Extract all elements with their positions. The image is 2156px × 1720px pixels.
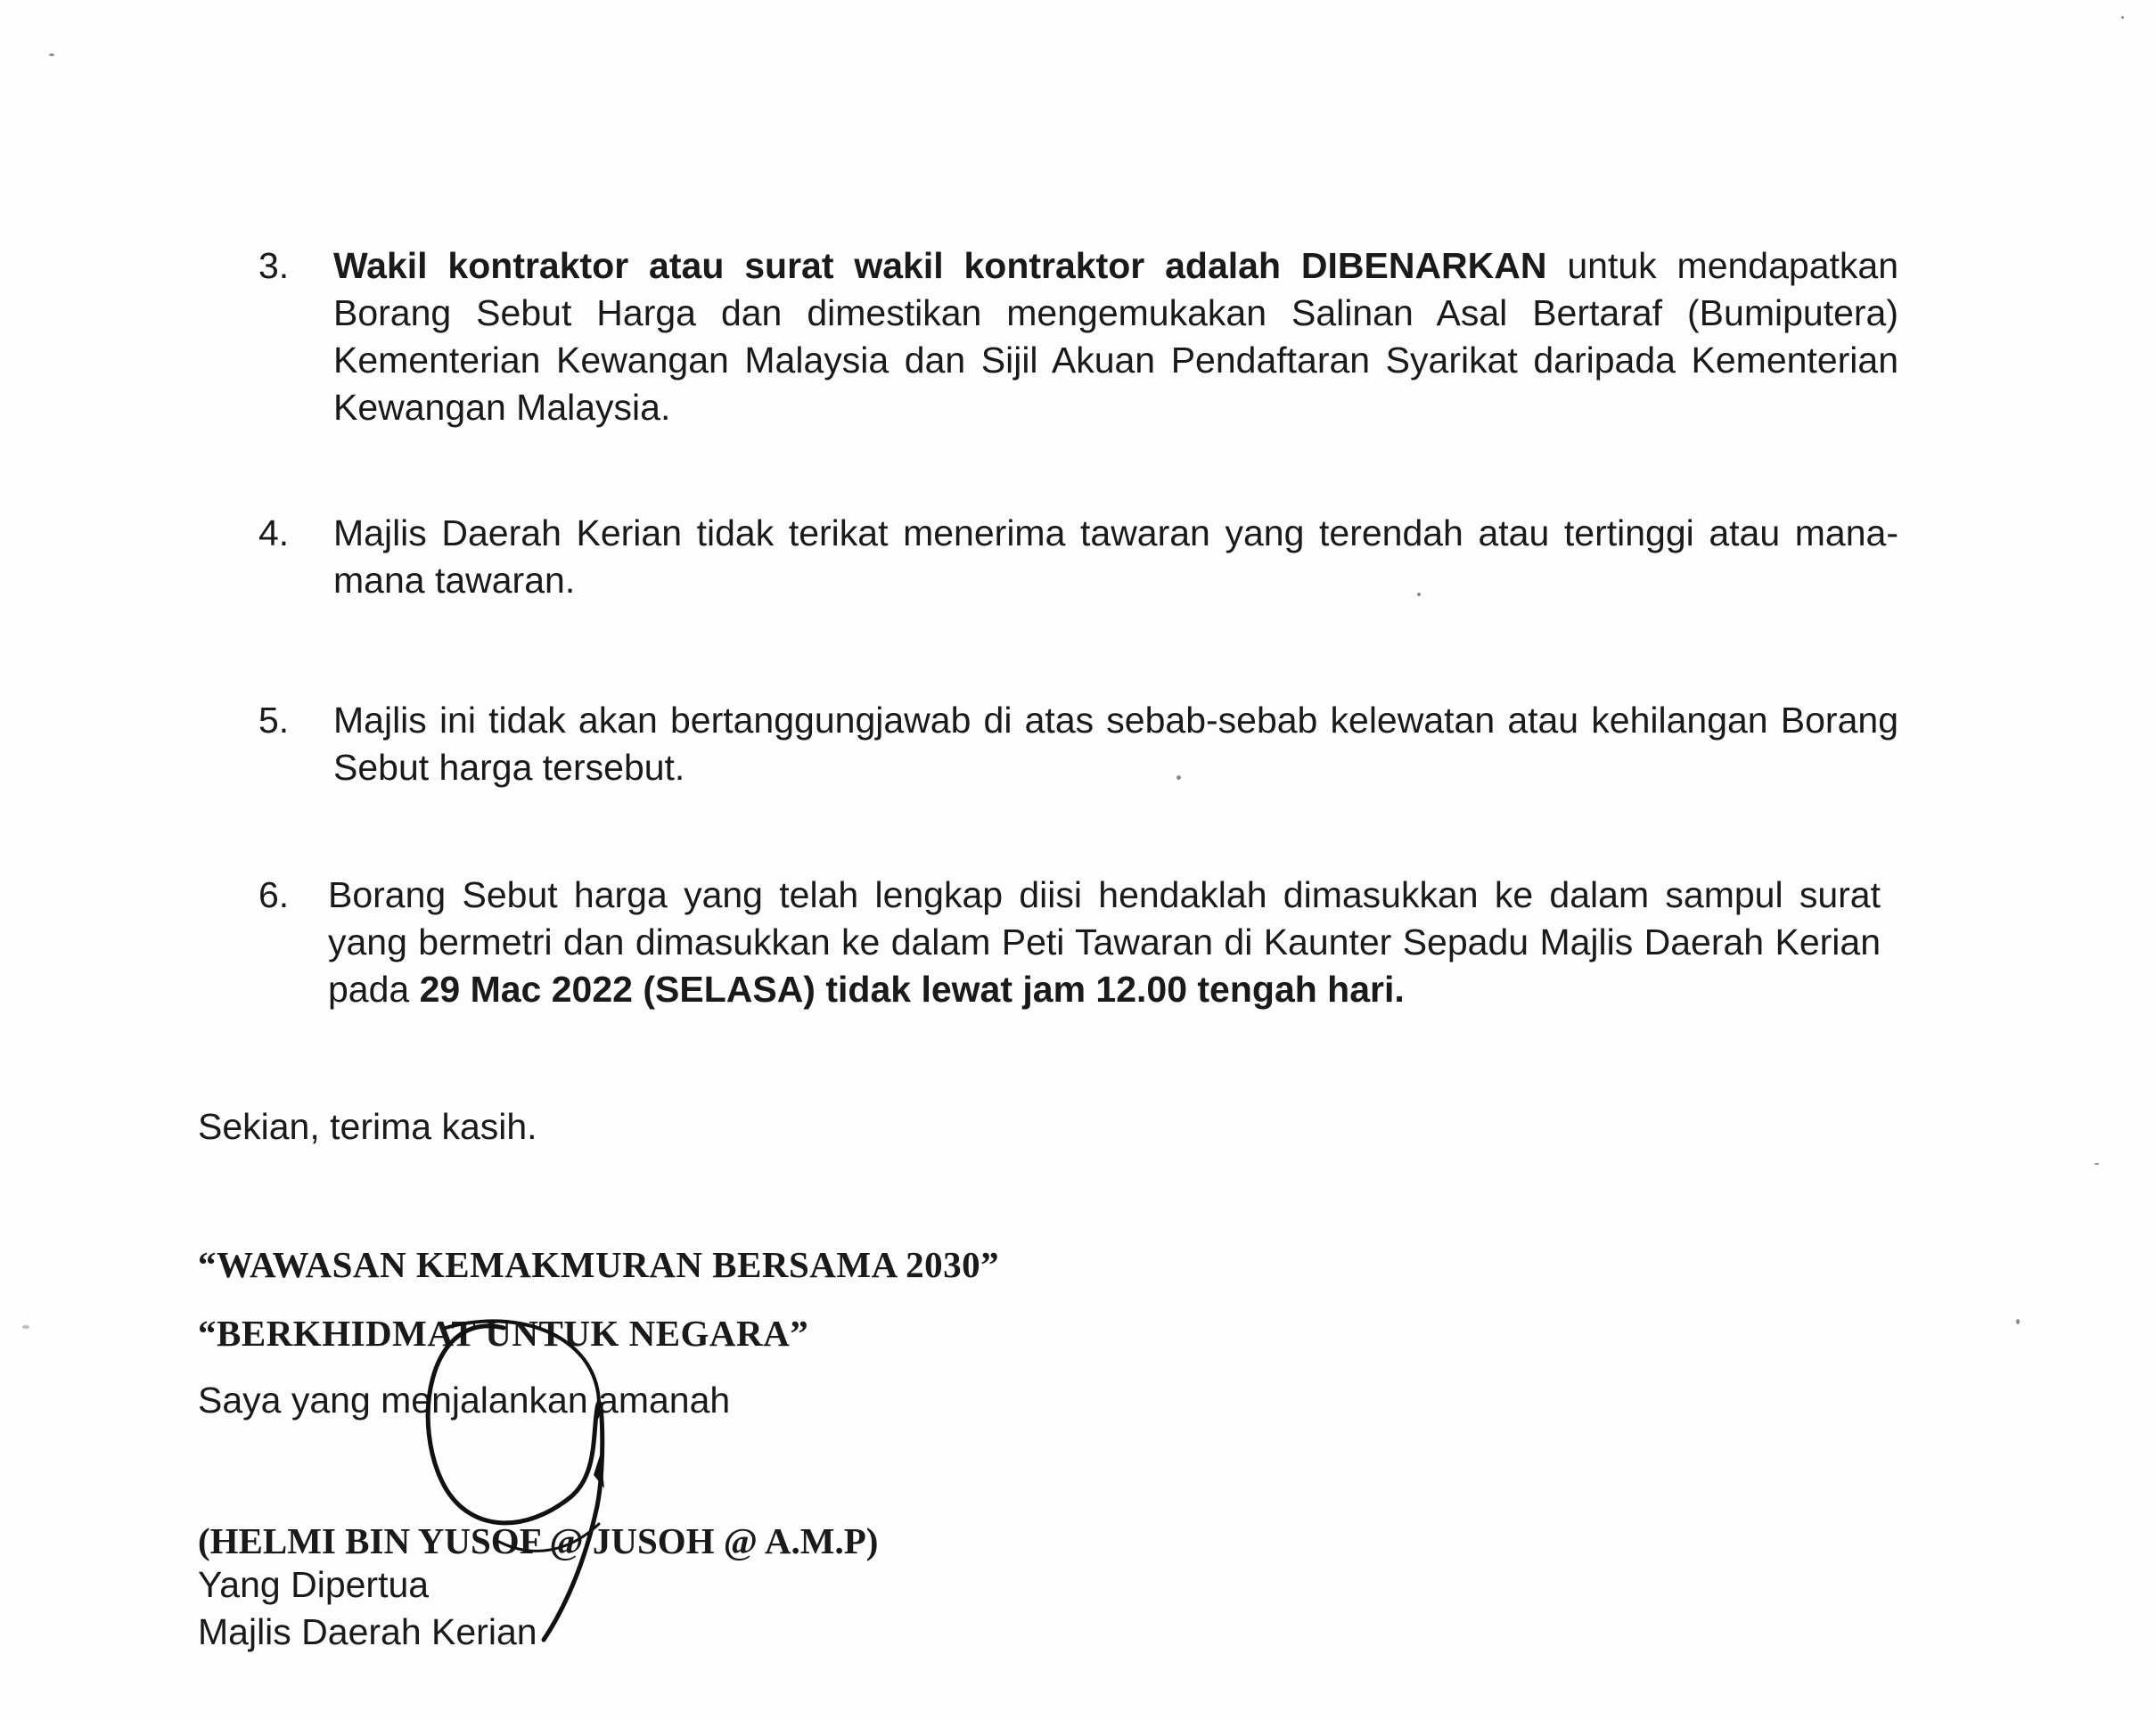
item-text: Majlis ini tidak akan bertanggungjawab di atas sebab-sebab kelewatan atau kehilangan Borang Sebut harga tersebut. — [333, 700, 1898, 788]
scan-speck — [1176, 775, 1181, 780]
item-text — [333, 242, 1898, 431]
signatory-name: (HELMI BIN YUSOF @ JUSOH @ A.M.P) — [198, 1520, 879, 1561]
slogan-vision: “WAWASAN KEMAKMURAN BERSAMA 2030” — [198, 1244, 1000, 1285]
scan-speck — [49, 53, 54, 56]
item-number: 5. — [258, 700, 290, 741]
item-rest: untuk mendapatkan Borang Sebut Harga dan dimestikan mengemukakan Salinan Asal Bertaraf (Bumiputera) Kementerian Kewangan Malaysia dan Sijil Akuan Pendaftaran Syarikat daripada Kementerian Kewangan Malaysia. — [333, 245, 1898, 428]
closing-text: Sekian, terima kasih. — [198, 1106, 537, 1147]
scan-speck — [22, 1325, 29, 1329]
item-bold-lead: Wakil kontraktor atau surat wakil kontraktor adalah DIBENARKAN — [333, 245, 1547, 286]
item-number: 3. — [258, 245, 290, 286]
signatory-title: Yang Dipertua — [198, 1564, 430, 1605]
scan-speck — [2016, 1319, 2020, 1324]
slogan-service: “BERKHIDMAT UNTUK NEGARA” — [198, 1313, 809, 1354]
signatory-organization: Majlis Daerah Kerian — [198, 1611, 537, 1652]
item-lead: Borang Sebut harga yang telah lengkap diisi hendaklah dimasukkan ke dalam sampul surat yang bermetri dan dimasukkan ke dalam Peti Tawaran di Kaunter Sepadu Majlis Daerah Kerian pada — [328, 874, 1881, 1010]
item-text — [328, 872, 1881, 1013]
item-bold-tail: 29 Mac 2022 (SELASA) tidak lewat jam 12.00 tengah hari. — [419, 969, 1405, 1010]
item-number: 6. — [258, 874, 290, 915]
scan-speck — [1417, 593, 1421, 596]
item-number: 4. — [258, 512, 290, 553]
scan-speck — [2095, 1163, 2099, 1165]
scan-speck — [2121, 16, 2124, 19]
trust-line: Saya yang menjalankan amanah — [198, 1380, 731, 1421]
item-text: Majlis Daerah Kerian tidak terikat menerima tawaran yang terendah atau tertinggi atau mana-mana tawaran. — [333, 512, 1898, 601]
handwritten-signature — [392, 1274, 677, 1649]
